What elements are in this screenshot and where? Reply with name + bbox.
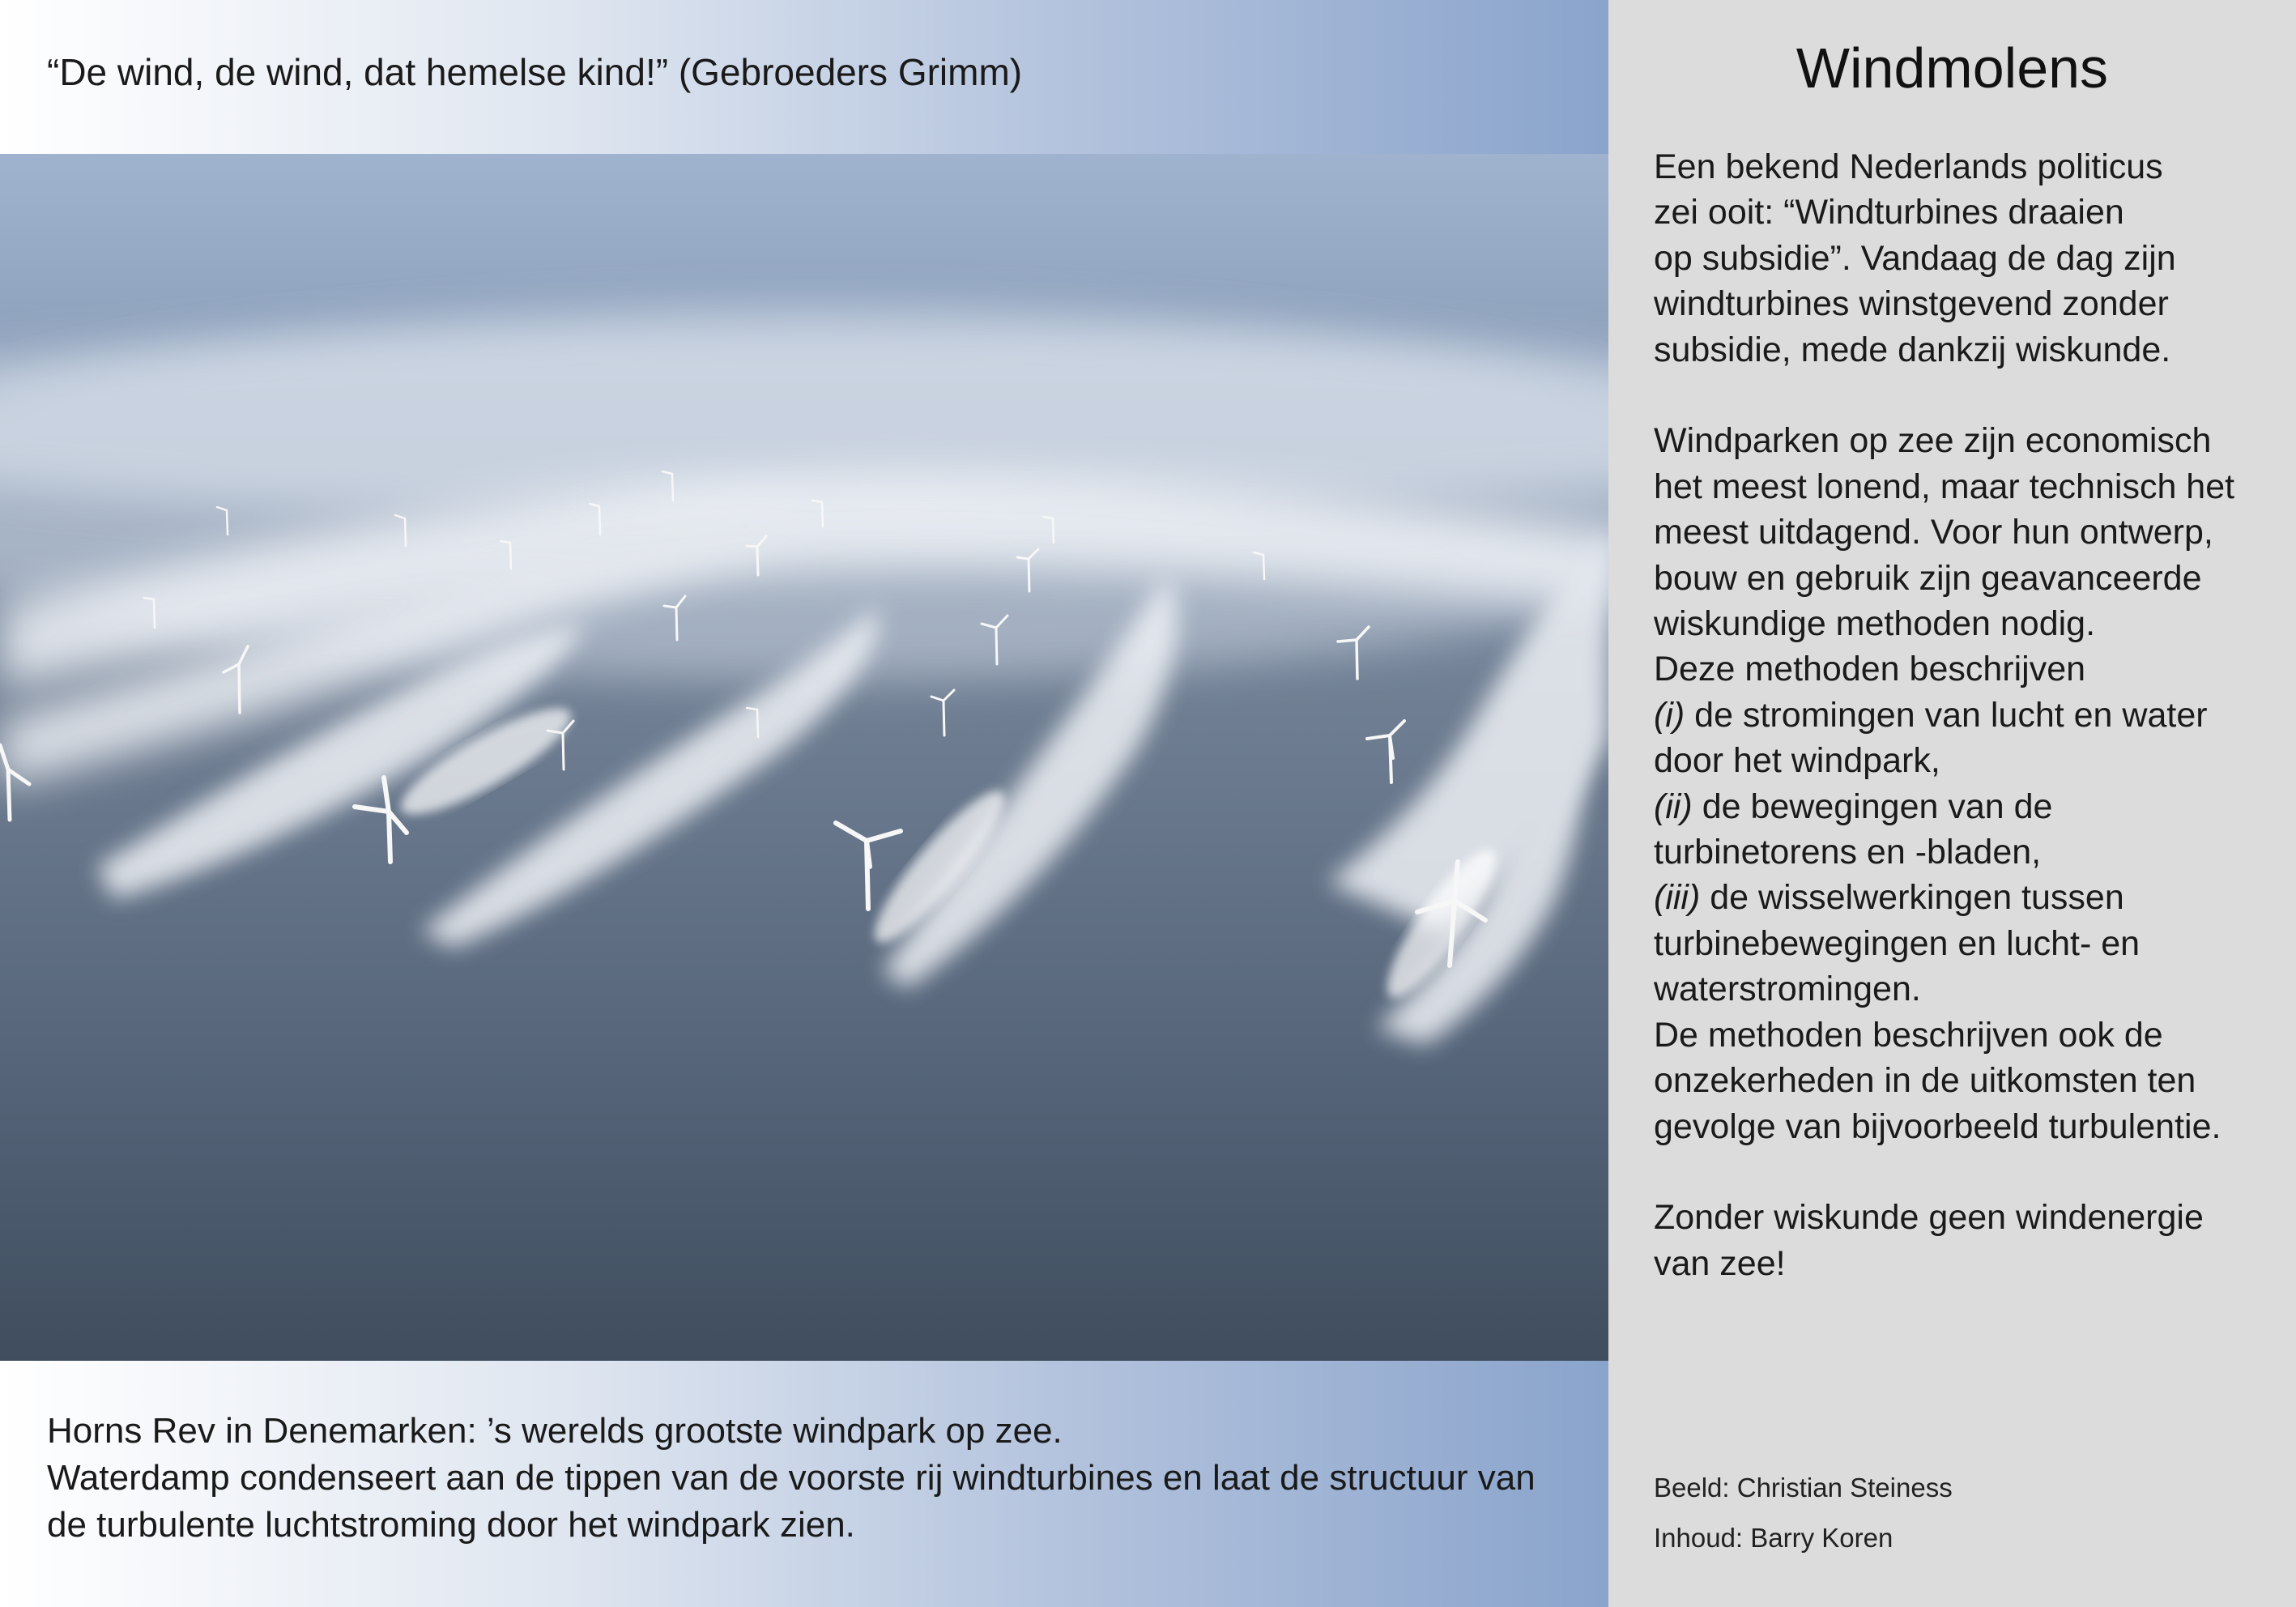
text-line: turbinetorens en -bladen,	[1654, 833, 2042, 872]
sidebar-text	[1654, 144, 2285, 1286]
windpark-photo	[0, 154, 1608, 1361]
item-numeral: (iii)	[1654, 878, 1701, 918]
item-text: de stromingen van lucht en water	[1685, 695, 2208, 735]
sidebar-title: Windmolens	[1795, 36, 2109, 100]
credit-content: Inhoud: Barry Koren	[1654, 1523, 1893, 1553]
text-line: zei ooit: “Windturbines draaien	[1654, 193, 2124, 232]
sidebar-panel	[1608, 0, 2296, 1607]
item-text: de wisselwerkingen tussen	[1700, 878, 2124, 918]
caption-line: Waterdamp condenseert aan de tippen van de voorste rij windturbines en laat de structuur van	[47, 1458, 1536, 1498]
text-line: waterstromingen.	[1654, 970, 1921, 1009]
text-line: op subsidie”. Vandaag de dag zijn	[1654, 238, 2176, 278]
text-line: De methoden beschrijven ook de	[1654, 1015, 2163, 1055]
text-line: Een bekend Nederlands politicus	[1654, 147, 2163, 186]
text-line: windturbines winstgevend zonder	[1654, 284, 2169, 324]
text-line: onzekerheden in de uitkomsten ten	[1654, 1061, 2196, 1101]
text-line: van zee!	[1654, 1243, 1786, 1283]
text-line: wiskundige methoden nodig.	[1654, 604, 2096, 644]
item-numeral: (ii)	[1654, 786, 1693, 826]
text-line: Zonder wiskunde geen windenergie	[1654, 1198, 2204, 1238]
list-item-2	[1654, 784, 2285, 829]
grimm-quote: “De wind, de wind, dat hemelse kind!” (Gebroeders Grimm)	[47, 51, 1023, 93]
text-line: door het windpark,	[1654, 741, 1940, 781]
paragraph-gap	[1654, 373, 2285, 418]
text-line: gevolge van bijvoorbeeld turbulentie.	[1654, 1106, 2221, 1146]
item-text: de bewegingen van de	[1692, 786, 2053, 826]
caption-line: de turbulente luchtstroming door het windpark zien.	[47, 1505, 855, 1545]
credit-image: Beeld: Christian Steiness	[1654, 1473, 1953, 1503]
text-line: meest uitdagend. Voor hun ontwerp,	[1654, 513, 2213, 552]
text-line: Windparken op zee zijn economisch	[1654, 421, 2212, 461]
text-line: subsidie, mede dankzij wiskunde.	[1654, 330, 2171, 369]
credits	[1654, 1463, 1953, 1563]
list-item-1	[1654, 693, 2285, 738]
item-numeral: (i)	[1654, 695, 1685, 735]
caption-line: Horns Rev in Denemarken: ’s werelds grootste windpark op zee.	[47, 1411, 1063, 1451]
text-line: het meest lonend, maar technisch het	[1654, 467, 2235, 506]
text-line: turbinebewegingen en lucht- en	[1654, 923, 2141, 963]
list-item-3	[1654, 875, 2285, 920]
photo-caption	[47, 1408, 1586, 1549]
text-line: Deze methoden beschrijven	[1654, 650, 2086, 689]
paragraph-gap	[1654, 1149, 2285, 1195]
text-line: bouw en gebruik zijn geavanceerde	[1654, 558, 2202, 598]
